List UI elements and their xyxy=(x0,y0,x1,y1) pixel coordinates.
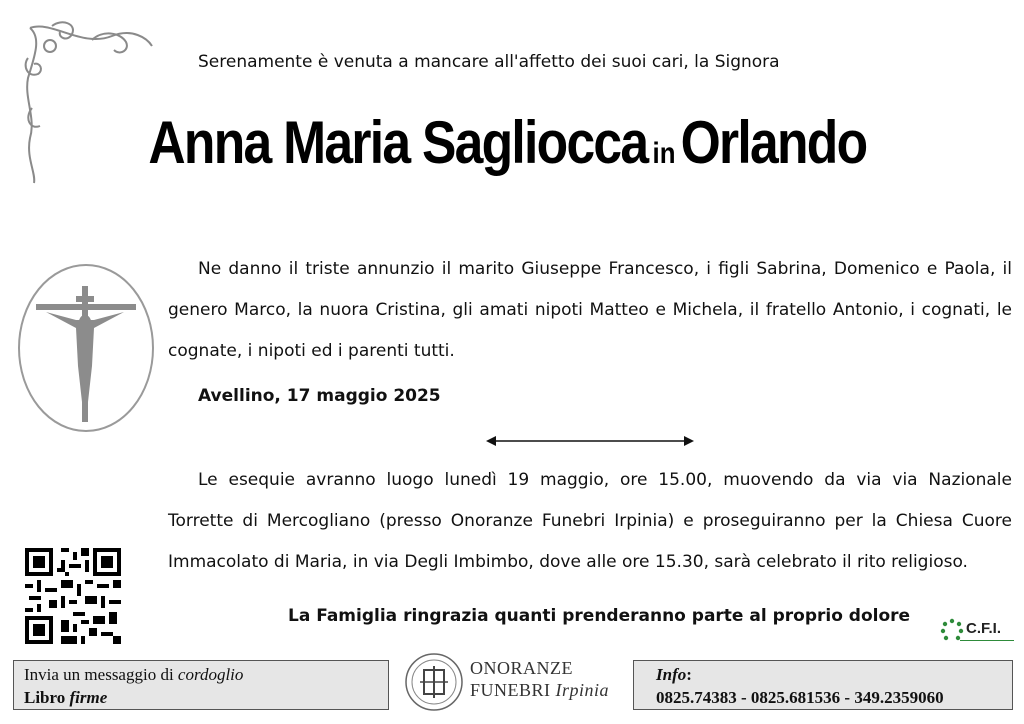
deceased-name-last: Orlando xyxy=(680,109,867,176)
funeral-details-text: Le esequie avranno luogo lunedì 19 maggio, ore 15.00, muovendo da via via Nazionale Torrette di Mercogliano (presso Onoranze Funebri Irpinia) e proseguiranno per la Chiesa Cuore Immacolato di Maria, in via Degli Imbimbo, dove alle ore 15.30, sarà celebrato il rito religioso. xyxy=(168,470,1012,572)
brand-line-2 xyxy=(470,679,609,701)
cfi-logo-text: C.F.I. xyxy=(966,620,1002,637)
guestbook-em: firme xyxy=(69,688,108,707)
cfi-underline xyxy=(960,640,1014,641)
funeral-home-brand xyxy=(470,657,609,701)
intro-text: Serenamente è venuta a mancare all'affetto dei suoi cari, la Signora xyxy=(198,52,780,72)
condolence-em: cordoglio xyxy=(177,665,244,684)
condolence-box[interactable] xyxy=(13,660,389,710)
funeral-home-logo-icon xyxy=(404,650,464,714)
guestbook-prefix: Libro xyxy=(24,688,70,707)
info-phones[interactable]: 0825.74383 - 0825.681536 - 349.2359060 xyxy=(656,688,944,707)
brand-line-2-prefix: FUNEBRI xyxy=(470,680,556,700)
deceased-name-connector: in xyxy=(652,137,676,170)
guestbook-link[interactable] xyxy=(24,686,388,709)
condolence-link[interactable] xyxy=(24,663,388,686)
info-label: Info xyxy=(656,665,687,684)
thanks-text: La Famiglia ringrazia quanti prenderanno parte al proprio dolore xyxy=(288,606,911,626)
info-box xyxy=(633,660,1013,710)
info-colon: : xyxy=(686,665,692,684)
double-arrow-divider-icon xyxy=(486,434,694,448)
info-label-row xyxy=(656,663,1012,686)
qr-code-icon[interactable] xyxy=(25,548,121,644)
announcement-text: Ne danno il triste annunzio il marito Giuseppe Francesco, i figli Sabrina, Domenico e Paola, il genero Marco, la nuora Cristina, gli amati nipoti Matteo e Michela, il fratello Antonio, i cognati, le cognate, i nipoti ed i parenti tutti. xyxy=(168,259,1012,361)
crucifix-icon xyxy=(16,262,156,434)
cfi-logo-icon xyxy=(940,618,1016,648)
place-date: Avellino, 17 maggio 2025 xyxy=(198,386,441,406)
brand-line-2-em: Irpinia xyxy=(555,680,610,700)
deceased-name-first: Anna Maria Sagliocca xyxy=(148,109,648,176)
cfi-ring-icon xyxy=(940,618,964,642)
deceased-name xyxy=(0,108,1015,177)
brand-line-1: ONORANZE xyxy=(470,658,573,678)
condolence-prefix: Invia un messaggio di xyxy=(24,665,178,684)
